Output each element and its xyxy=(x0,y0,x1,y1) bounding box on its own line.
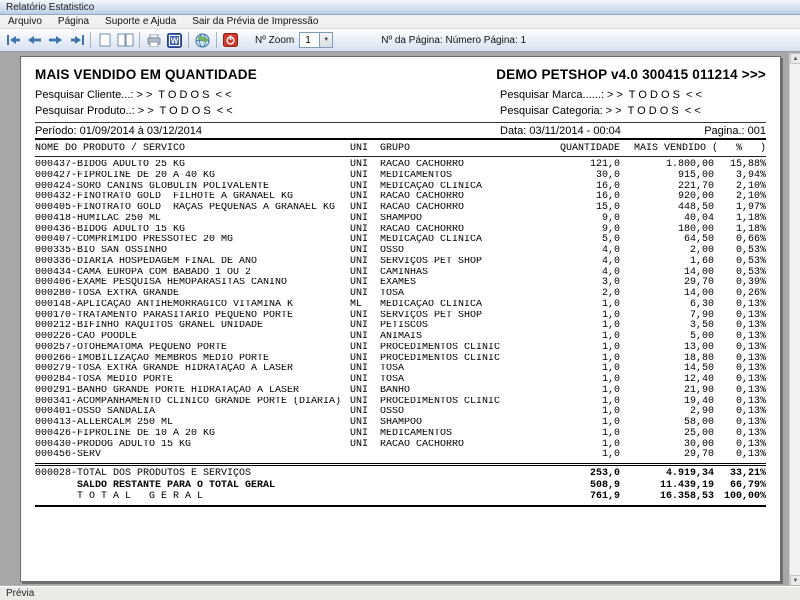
table-row xyxy=(35,268,766,279)
cell-product: 000266-IMOBILIZAÇÃO MEMBROS MEDIO PORTE xyxy=(35,353,270,364)
cell-quantidade: 1,0 xyxy=(601,331,620,342)
toolbar-separator xyxy=(139,32,140,48)
cell-percent: 33,21% xyxy=(729,468,766,479)
cell-grupo: MEDICAÇÃO CLÍNICA xyxy=(380,299,483,310)
next-page-icon xyxy=(49,35,62,45)
menu-sair-da-previa[interactable]: Sair da Prévia de Impressão xyxy=(192,16,319,27)
table-row xyxy=(35,429,766,440)
first-page-button[interactable] xyxy=(3,31,24,50)
cell-grupo: OSSO xyxy=(380,407,405,418)
cell-quantidade: 9,0 xyxy=(601,212,620,224)
cell-mais-vendido: 40,04 xyxy=(683,212,714,224)
cell-grupo: MEDICAÇÃO CLÍNICA xyxy=(380,235,483,246)
cell-mais-vendido: 221,70 xyxy=(677,180,714,192)
cell-mais-vendido: 14,00 xyxy=(683,288,714,299)
single-page-view-icon xyxy=(99,33,111,47)
table-row xyxy=(35,364,766,375)
cell-uni: UNI xyxy=(350,266,369,278)
cell-mais-vendido: 14,00 xyxy=(683,266,714,278)
cell-product: 000406-EXAME PESQUISA HEMOPARASITAS CANINO xyxy=(35,278,288,289)
cell-grupo: PROCEDIMENTOS CLÍNIC xyxy=(380,342,501,353)
menu-arquivo[interactable]: Arquivo xyxy=(8,16,42,27)
cell-uni: ML xyxy=(350,298,363,310)
cell-grupo: RACAO CACHORRO xyxy=(380,160,465,170)
cell-product: 000279-TOSA EXTRA GRANDE HIDRATAÇÃO A LASER xyxy=(35,364,294,375)
report-title: MAIS VENDIDO EM QUANTIDADE xyxy=(35,67,257,82)
cell-mais-vendido: 180,00 xyxy=(677,223,714,235)
cell-grupo: SHAMPOO xyxy=(380,418,423,428)
two-page-view-button[interactable] xyxy=(115,31,136,50)
status-bar xyxy=(0,586,800,600)
cell-quantidade: 1,0 xyxy=(601,309,620,321)
cell-mais-vendido: 7,90 xyxy=(689,309,714,321)
table-row xyxy=(35,214,766,225)
cell-grupo: ANIMAIS xyxy=(380,332,423,342)
cell-grupo xyxy=(380,480,558,492)
cell-mais-vendido: 64,50 xyxy=(683,234,714,246)
cell-uni: UNI xyxy=(350,288,369,299)
col-header-nome: NOME DO PRODUTO / SERVICO xyxy=(35,143,186,154)
cell-quantidade: 4,0 xyxy=(601,245,620,256)
cell-grupo: BANHO xyxy=(380,385,411,396)
cell-product: 000418-HUMILAC 250 ML xyxy=(35,213,162,224)
cell-percent: 2,10% xyxy=(735,180,766,192)
cell-grupo xyxy=(380,491,558,503)
window-title: Relatório Estatistico xyxy=(6,1,95,13)
cell-mais-vendido: 21,90 xyxy=(683,384,714,396)
cell-product: 000427-FIPROLINE DE 20 A 40 KG xyxy=(35,170,216,181)
cell-mais-vendido: 29,70 xyxy=(683,277,714,289)
cell-grupo: TOSA xyxy=(380,364,405,375)
cell-quantidade: 1,0 xyxy=(601,320,620,332)
cell-mais-vendido: 14,50 xyxy=(683,363,714,375)
cell-percent: 0,13% xyxy=(735,341,766,353)
cell-quantidade: 1,0 xyxy=(601,363,620,375)
cell-quantidade: 3,0 xyxy=(601,277,620,289)
cell-uni: UNI xyxy=(350,395,369,407)
cell-quantidade: 253,0 xyxy=(589,468,620,479)
cell-quantidade: 4,0 xyxy=(601,266,620,278)
cell-percent: 1,97% xyxy=(735,202,766,213)
cell-quantidade: 761,9 xyxy=(589,491,620,502)
cell-percent: 0,13% xyxy=(735,309,766,321)
cell-mais-vendido: 6,30 xyxy=(689,298,714,310)
cell-uni xyxy=(350,480,380,492)
zoom-label: Nº Zoom xyxy=(255,34,295,46)
cell-uni: UNI xyxy=(350,202,369,213)
cell-mais-vendido: 915,00 xyxy=(677,169,714,181)
cell-percent: 0,13% xyxy=(735,331,766,342)
cell-uni: UNI xyxy=(350,352,369,364)
cell-product: 000405-FINOTRATO GOLD RAÇAS PEQUENAS A GRANAEL KG xyxy=(35,203,336,213)
scroll-up-icon[interactable]: ▲ xyxy=(790,53,800,64)
cell-grupo: MEDICAMENTOS xyxy=(380,428,453,439)
report-page-number: Pagina.: 001 xyxy=(704,124,766,137)
cell-uni: UNI xyxy=(350,384,369,396)
cell-product: 000257-OTOHEMATOMA PEQUENO PORTE xyxy=(35,342,228,353)
cell-uni: UNI xyxy=(350,212,369,224)
cell-grupo: TOSA xyxy=(380,289,405,299)
cell-product: 000401-OSSO SANDALIA xyxy=(35,407,156,418)
cell-percent: 0,13% xyxy=(735,374,766,385)
toolbar-separator xyxy=(188,32,189,48)
cell-grupo: RACAO CACHORRO xyxy=(380,439,465,450)
cell-product: 000424-SORO CANINS GLOBULIN POLIVALENTE xyxy=(35,181,270,192)
report-table-body xyxy=(35,160,766,461)
cell-grupo: EXAMES xyxy=(380,278,417,289)
table-row xyxy=(35,289,766,300)
cell-uni: UNI xyxy=(350,277,369,289)
cell-uni: UNI xyxy=(350,427,369,439)
cell-quantidade: 1,0 xyxy=(601,341,620,353)
table-row xyxy=(35,160,766,171)
cell-quantidade: 30,0 xyxy=(595,169,620,181)
cell-mais-vendido: 448,50 xyxy=(677,202,714,213)
cell-product: 000341-ACOMPANHAMENTO CLÍNICO GRANDE PORTE (DIÁRIA) xyxy=(35,396,342,407)
cell-grupo: CAMINHAS xyxy=(380,267,429,278)
cell-uni: UNI xyxy=(350,363,369,375)
cell-total-label: 000028-TOTAL DOS PRODUTOS E SERVIÇOS xyxy=(35,468,252,479)
print-button[interactable] xyxy=(143,31,164,50)
report-datetime: Data: 03/11/2014 - 00:04 xyxy=(500,124,621,137)
cell-percent: 0,13% xyxy=(735,406,766,418)
report-period: Período: 01/09/2014 à 03/12/2014 xyxy=(35,124,202,137)
table-row xyxy=(35,246,766,257)
cell-percent: 0,13% xyxy=(735,449,766,461)
divider xyxy=(35,156,766,157)
web-icon xyxy=(195,33,210,48)
table-row xyxy=(35,354,766,365)
cell-mais-vendido: 5,00 xyxy=(689,331,714,342)
two-page-view-icon xyxy=(117,33,134,47)
cell-mais-vendido: 30,00 xyxy=(683,438,714,450)
table-row xyxy=(35,397,766,408)
cell-product: 000413-ALLERCALM 250 ML xyxy=(35,418,174,428)
cell-uni: UNI xyxy=(350,320,369,332)
cell-mais-vendido: 4.919,34 xyxy=(665,468,714,479)
cell-grupo: SERVIÇOS PET SHOP xyxy=(380,310,483,321)
col-header-uni: UNI xyxy=(350,143,369,154)
cell-product: 000336-DIARIA HOSPEDAGEM FINAL DE ANO xyxy=(35,256,258,267)
cell-percent: 0,53% xyxy=(735,245,766,256)
toolbar-separator xyxy=(216,32,217,48)
previous-page-icon xyxy=(28,35,41,45)
cell-quantidade: 1,0 xyxy=(601,417,620,428)
page-number-info: Nº da Página: Número Página: 1 xyxy=(381,34,527,46)
cell-quantidade: 4,0 xyxy=(601,255,620,267)
totals-row xyxy=(35,480,766,492)
single-page-view-button[interactable] xyxy=(94,31,115,50)
cell-product: 000284-TOSA MÉDIO PORTE xyxy=(35,375,174,385)
cell-grupo: RACAO CACHORRO xyxy=(380,224,465,235)
menu-bar xyxy=(0,15,800,29)
divider-thick xyxy=(35,138,766,140)
cell-mais-vendido: 2,90 xyxy=(689,406,714,418)
table-row xyxy=(35,332,766,343)
chevron-down-icon[interactable]: ▼ xyxy=(319,33,332,47)
totals-row xyxy=(35,491,766,503)
cell-quantidade: 16,0 xyxy=(595,180,620,192)
table-row xyxy=(35,343,766,354)
cell-mais-vendido: 19,40 xyxy=(683,395,714,407)
web-button[interactable] xyxy=(192,31,213,50)
cell-uni: UNI xyxy=(350,406,369,418)
cell-product: 000437-BIDOG ADULTO 25 KG xyxy=(35,160,186,170)
cell-percent: 0,13% xyxy=(735,384,766,396)
cell-quantidade: 1,0 xyxy=(601,298,620,310)
cell-quantidade: 1,0 xyxy=(601,384,620,396)
cell-percent: 66,79% xyxy=(729,479,766,491)
cell-grupo: MEDICAMENTOS xyxy=(380,170,453,181)
cell-uni: UNI xyxy=(350,438,369,450)
cell-percent: 0,13% xyxy=(735,363,766,375)
cell-uni: UNI xyxy=(350,309,369,321)
cell-product: 000432-FINOTRATO GOLD FILHOTE A GRANAEL KG xyxy=(35,192,294,203)
cell-product: 000291-BANHO GRANDE PORTE HIDRATAÇÃO A LASER xyxy=(35,385,300,396)
cell-percent: 2,10% xyxy=(735,191,766,203)
table-row xyxy=(35,171,766,182)
cell-uni: UNI xyxy=(350,255,369,267)
cell-uni: UNI xyxy=(350,374,369,385)
col-header-quantidade: QUANTIDADE xyxy=(559,143,620,154)
cell-uni: UNI xyxy=(350,159,369,170)
cell-product: 000148-APLICAÇÃO ANTIHEMORRAGICO VITAMINA K xyxy=(35,299,294,310)
cell-percent: 0,13% xyxy=(735,352,766,364)
cell-mais-vendido: 2,00 xyxy=(689,245,714,256)
cell-mais-vendido: 920,00 xyxy=(677,191,714,203)
cell-uni: UNI xyxy=(350,417,369,428)
cell-percent: 0,26% xyxy=(735,288,766,299)
table-row xyxy=(35,257,766,268)
cell-grupo: SHAMPOO xyxy=(380,213,423,224)
cell-grupo: RACAO CACHORRO xyxy=(380,192,465,203)
cell-uni: UNI xyxy=(350,245,369,256)
cell-percent: 1,18% xyxy=(735,212,766,224)
table-row xyxy=(35,225,766,236)
totals-row xyxy=(35,468,766,480)
cell-mais-vendido: 58,00 xyxy=(683,417,714,428)
cell-quantidade: 5,0 xyxy=(601,234,620,246)
cell-grupo: SERVIÇOS PET SHOP xyxy=(380,256,483,267)
cell-grupo xyxy=(380,468,558,480)
exit-preview-icon xyxy=(223,33,238,47)
cell-mais-vendido: 1,60 xyxy=(689,255,714,267)
cell-grupo: TOSA xyxy=(380,375,405,385)
col-header-grupo: GRUPO xyxy=(380,143,411,154)
cell-uni: UNI xyxy=(350,331,369,342)
cell-quantidade: 1,0 xyxy=(601,352,620,364)
title-bar xyxy=(0,0,800,15)
next-page-button[interactable] xyxy=(45,31,66,50)
previous-page-button[interactable] xyxy=(24,31,45,50)
cell-grupo: MEDICAÇÃO CLÍNICA xyxy=(380,181,483,192)
cell-product: 000226-CÃO POODLE xyxy=(35,332,138,342)
cell-quantidade: 2,0 xyxy=(601,288,620,299)
divider-end xyxy=(35,505,766,507)
report-totals xyxy=(35,468,766,503)
table-row xyxy=(35,386,766,397)
cell-mais-vendido: 25,00 xyxy=(683,427,714,439)
cell-grupo: RACAO CACHORRO xyxy=(380,203,465,213)
company-title: DEMO PETSHOP v4.0 300415 011214 >>> xyxy=(496,67,766,82)
toolbar xyxy=(0,29,800,52)
table-row xyxy=(35,418,766,429)
cell-product: 000430-PRODOG ADULTO 15 KG xyxy=(35,439,192,450)
cell-mais-vendido: 11.439,19 xyxy=(659,479,714,491)
cell-percent: 0,66% xyxy=(735,234,766,246)
cell-grupo: PETISCOS xyxy=(380,321,429,332)
zoom-select[interactable] xyxy=(299,32,333,48)
cell-total-label: SALDO RESTANTE PARA O TOTAL GERAL xyxy=(35,479,276,491)
cell-quantidade: 1,0 xyxy=(601,427,620,439)
cell-quantidade: 508,9 xyxy=(589,479,620,491)
cell-uni: UNI xyxy=(350,191,369,203)
cell-percent: 0,13% xyxy=(735,395,766,407)
last-page-button[interactable] xyxy=(66,31,87,50)
cell-percent: 15,88% xyxy=(729,159,766,170)
table-row xyxy=(35,182,766,193)
table-row xyxy=(35,440,766,451)
cell-product: 000436-BIDOG ADULTO 15 KG xyxy=(35,224,186,235)
cell-uni: UNI xyxy=(350,223,369,235)
menu-pagina[interactable]: Página xyxy=(57,16,90,27)
cell-product: 000280-TOSA EXTRA GRANDE xyxy=(35,289,180,299)
filter-marca: Pesquisar Marca......: > > T O D O S < < xyxy=(500,89,702,101)
cell-uni xyxy=(350,450,380,461)
menu-suporte-e-ajuda[interactable]: Suporte e Ajuda xyxy=(105,16,177,27)
svg-text:W: W xyxy=(170,36,179,45)
cell-quantidade: 1,0 xyxy=(601,438,620,450)
table-row xyxy=(35,203,766,214)
cell-product: 000434-CAMA EUROPA COM BABADO 1 OU 2 xyxy=(35,267,252,278)
cell-quantidade: 15,0 xyxy=(595,202,620,213)
exit-preview-button[interactable] xyxy=(220,31,241,50)
cell-quantidade: 121,0 xyxy=(589,159,620,170)
cell-uni: UNI xyxy=(350,341,369,353)
cell-uni xyxy=(350,491,380,503)
cell-quantidade: 16,0 xyxy=(595,191,620,203)
cell-product: 000335-BIO SAN OSSINHO xyxy=(35,246,168,256)
table-row xyxy=(35,450,766,461)
cell-percent: 0,53% xyxy=(735,266,766,278)
filter-categoria: Pesquisar Categoria: > > T O D O S < < xyxy=(500,105,701,117)
table-row xyxy=(35,407,766,418)
cell-mais-vendido: 1.800,00 xyxy=(665,159,714,170)
col-header-mais-vendido: MAIS VENDIDO ( % ) xyxy=(633,143,766,154)
cell-uni: UNI xyxy=(350,180,369,192)
last-page-icon xyxy=(70,35,84,45)
table-row xyxy=(35,300,766,311)
cell-product: 000407-COMPRIMIDO PRESSOTEC 20 MG xyxy=(35,235,234,246)
cell-mais-vendido: 12,40 xyxy=(683,374,714,385)
divider-double xyxy=(35,463,766,466)
cell-uni: UNI xyxy=(350,234,369,246)
cell-product: 000426-FIPROLINE DE 10 A 20 KG xyxy=(35,428,216,439)
export-word-button[interactable] xyxy=(164,31,185,50)
zoom-value: 1 xyxy=(305,34,311,46)
cell-mais-vendido: 3,50 xyxy=(689,320,714,332)
toolbar-separator xyxy=(90,32,91,48)
cell-quantidade: 9,0 xyxy=(601,223,620,235)
cell-mais-vendido: 29,70 xyxy=(683,449,714,461)
cell-percent: 0,53% xyxy=(735,255,766,267)
cell-mais-vendido: 16.358,53 xyxy=(659,491,714,502)
cell-percent: 0,13% xyxy=(735,320,766,332)
vertical-scrollbar[interactable] xyxy=(789,53,800,586)
print-icon xyxy=(147,34,161,47)
cell-percent: 0,13% xyxy=(735,417,766,428)
cell-quantidade: 1,0 xyxy=(601,395,620,407)
filter-produto: Pesquisar Produto..: > > T O D O S < < xyxy=(35,105,233,117)
cell-uni xyxy=(350,468,380,480)
export-word-icon xyxy=(167,33,182,48)
cell-total-label: T O T A L G E R A L xyxy=(35,491,204,502)
cell-percent: 0,13% xyxy=(735,298,766,310)
status-text: Prévia xyxy=(6,588,35,599)
report-page xyxy=(20,56,781,582)
cell-percent: 100,00% xyxy=(723,491,766,502)
cell-uni: UNI xyxy=(350,169,369,181)
first-page-icon xyxy=(7,35,21,45)
filter-cliente: Pesquisar Cliente...: > > T O D O S < < xyxy=(35,89,232,101)
table-row xyxy=(35,321,766,332)
print-preview-area xyxy=(0,53,800,586)
cell-quantidade: 1,0 xyxy=(601,449,620,461)
scroll-down-icon[interactable]: ▼ xyxy=(790,575,800,586)
cell-quantidade: 1,0 xyxy=(601,374,620,385)
cell-product: 000456-SERV xyxy=(35,450,102,461)
cell-quantidade: 1,0 xyxy=(601,406,620,418)
table-header-row xyxy=(35,142,766,156)
cell-product: 000170-TRATAMENTO PARASITÁRIO PEQUENO PORTE xyxy=(35,310,294,321)
table-row xyxy=(35,375,766,386)
cell-percent: 0,13% xyxy=(735,427,766,439)
cell-grupo: PROCEDIMENTOS CLÍNIC xyxy=(380,353,501,364)
cell-mais-vendido: 13,00 xyxy=(683,341,714,353)
cell-grupo xyxy=(380,450,558,461)
cell-product: 000212-BIFINHO RAQUITOS GRANEL UNIDADE xyxy=(35,321,264,332)
cell-percent: 1,18% xyxy=(735,223,766,235)
cell-grupo: OSSO xyxy=(380,246,405,256)
table-row xyxy=(35,311,766,322)
cell-grupo: PROCEDIMENTOS CLÍNIC xyxy=(380,396,501,407)
cell-percent: 0,13% xyxy=(735,438,766,450)
cell-percent: 0,39% xyxy=(735,277,766,289)
table-row xyxy=(35,192,766,203)
table-row xyxy=(35,278,766,289)
cell-mais-vendido: 18,80 xyxy=(683,352,714,364)
table-row xyxy=(35,235,766,246)
cell-percent: 3,94% xyxy=(735,169,766,181)
